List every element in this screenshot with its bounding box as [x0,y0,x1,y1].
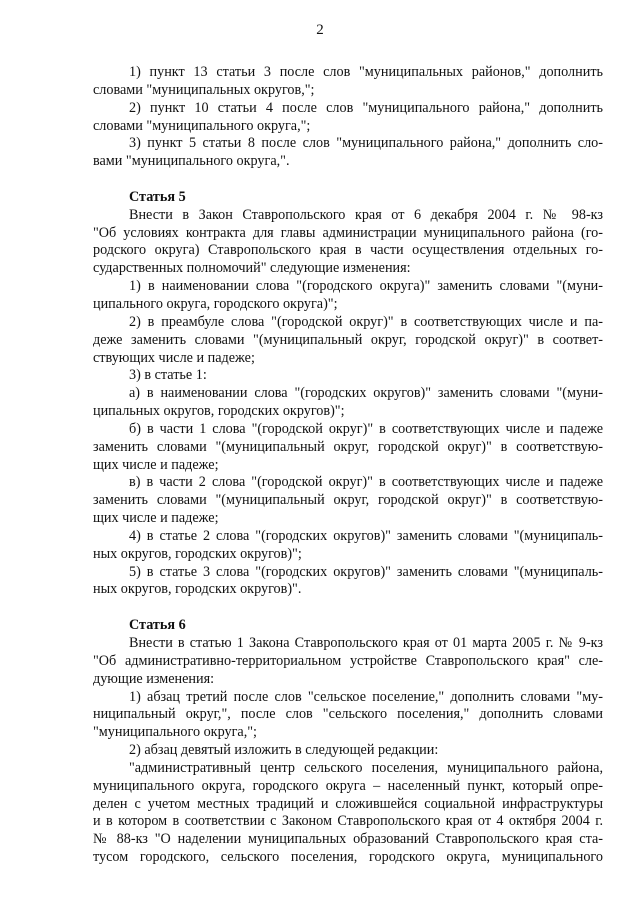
text-line: 5) в статье 3 слова "(городских округов)" заменить словами "(муниципаль- [129,563,603,580]
text-line: словами "муниципального округа,"; [93,117,311,134]
text-line: ципального округа, городского округа)"; [93,295,338,312]
text-line: 4) в статье 2 слова "(городских округов)" заменить словами "(муниципаль- [129,527,603,544]
text-line: "Об административно-территориальном устройстве Ставропольского края" сле- [93,652,603,669]
text-line: муниципального округа, городского округа – населенный пункт, который опре- [93,777,603,794]
text-line: тусом городского, сельского поселения, городского округа, муниципального [93,849,603,866]
text-line: 1) в наименовании слова "(городского округа)" заменить словами "(муни- [129,278,603,295]
text-line: словами "муниципальных округов,"; [93,81,315,98]
text-line: заменить словами "(муниципальный округ, городской округ)" в соответствую- [93,438,603,455]
text-line: 3) в статье 1: [129,367,207,384]
text-line: 2) пункт 10 статьи 4 после слов "муниципального района," дополнить [129,99,603,116]
text-line: деже заменить словами "(муниципальный округ, городской округ)" в соответ- [93,331,603,348]
text-line: 2) абзац девятый изложить в следующей редакции: [129,742,439,759]
document-body [93,64,603,867]
article-heading: Статья 5 [129,188,186,205]
text-line: щих числе и падеже; [93,510,219,527]
text-line: а) в наименовании слова "(городских округов)" заменить словами "(муни- [129,385,603,402]
article-heading: Статья 6 [129,617,186,634]
text-line: "Об условиях контракта для главы администрации муниципального района (го- [93,224,603,241]
text-line: дующие изменения: [93,670,215,687]
text-line: Внести в статью 1 Закона Ставропольского края от 01 марта 2005 г. № 9-кз [129,635,603,651]
text-line: делен с учетом местных традиций и сложившейся социальной инфраструктуры [93,795,603,812]
text-line: б) в части 1 слова "(городской округ)" в соответствующих числе и падеже [129,420,603,437]
text-line: щих числе и падеже; [93,456,219,473]
text-line: родского округа) Ставропольского края в части осуществления отдельных го- [93,242,603,259]
text-line: заменить словами "(муниципальный округ, городской округ)" в соответствую- [93,492,603,509]
text-line: 2) в преамбуле слова "(городской округ)" в соответствующих числе и па- [129,313,603,330]
text-line: сударственных полномочий" следующие изменения: [93,260,411,277]
text-line: ных округов, городских округов)"; [93,545,302,562]
text-line: ных округов, городских округов)". [93,581,302,598]
text-line: "муниципального округа,"; [93,724,257,741]
text-line: № 88-кз "О наделении муниципальных образований Ставропольского края ста- [93,831,603,848]
text-line: ствующих числе и падеже; [93,349,255,366]
text-line: и в котором в соответствии с Законом Ставропольского края от 4 октября 2004 г. [93,813,603,830]
text-line: ниципальный округ,", после слов "сельского поселения," дополнить словами [93,706,603,723]
text-line: 3) пункт 5 статьи 8 после слов "муниципального района," дополнить сло- [129,135,603,152]
text-line: ципальных округов, городских округов)"; [93,403,345,420]
text-line: Внести в Закон Ставропольского края от 6 декабря 2004 г. № 98-кз [129,206,603,223]
paragraph-gap [93,599,603,617]
text-line: "административный центр сельского поселения, муниципального района, [129,759,603,776]
text-line: 1) пункт 13 статьи 3 после слов "муниципальных районов," дополнить [129,64,603,80]
text-line: вами "муниципального округа,". [93,153,290,170]
paragraph-gap [93,171,603,189]
text-line: 1) абзац третий после слов "сельское поселение," дополнить словами "му- [129,688,603,705]
page-number: 2 [316,22,324,38]
text-line: в) в части 2 слова "(городской округ)" в соответствующих числе и падеже [129,474,603,491]
